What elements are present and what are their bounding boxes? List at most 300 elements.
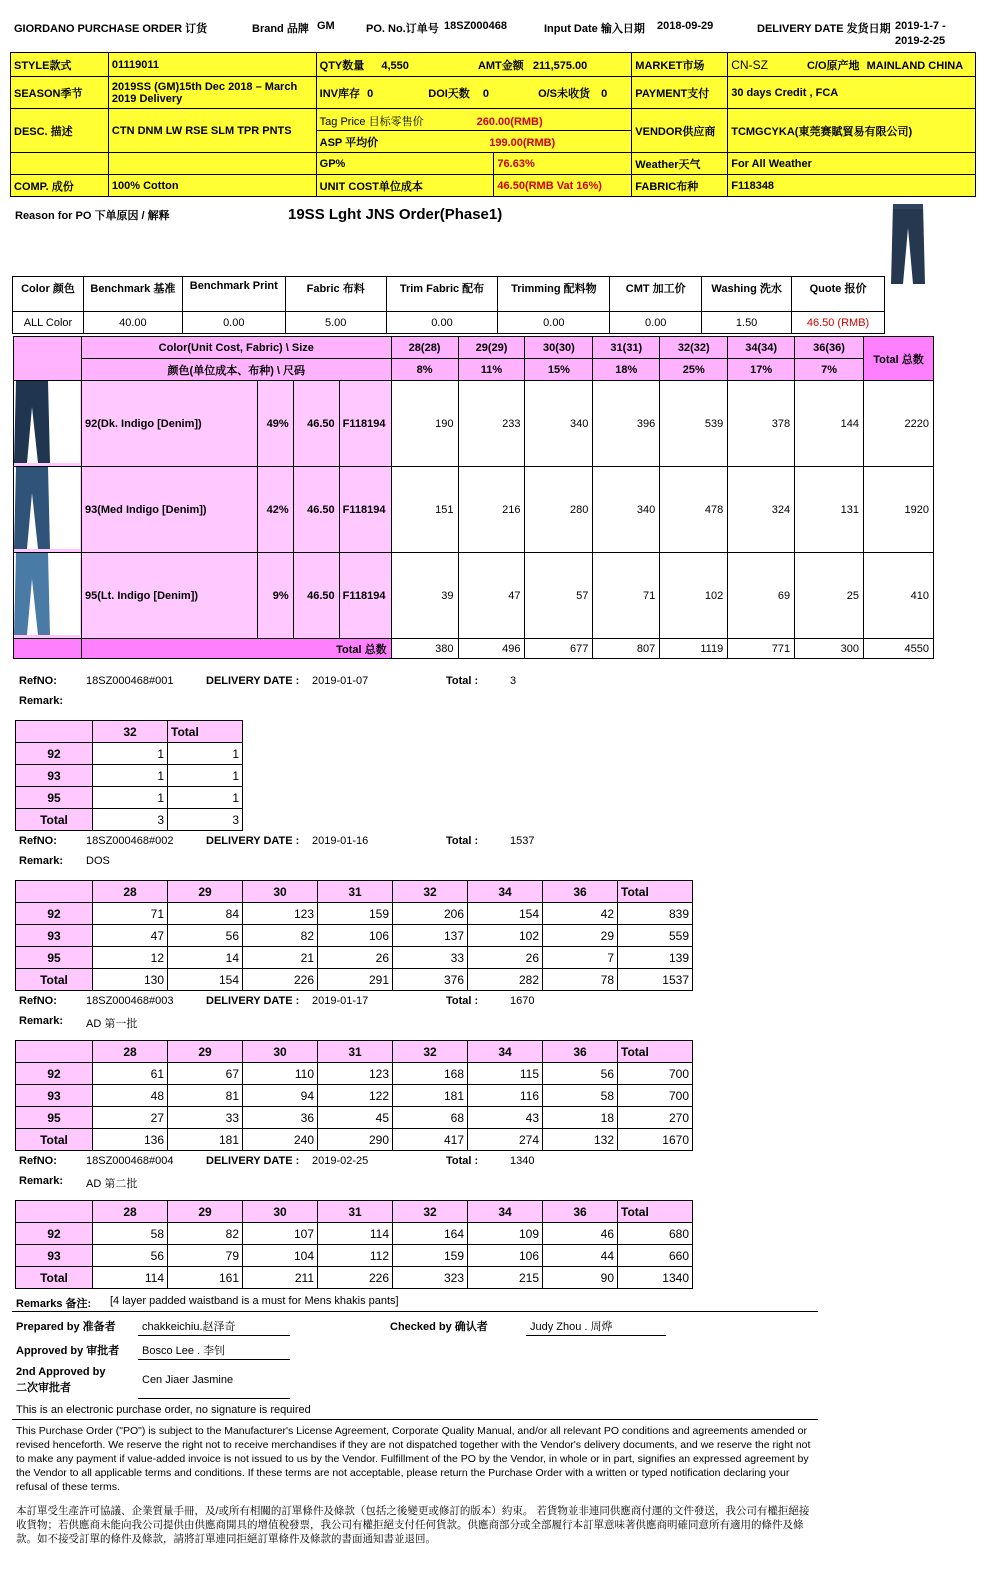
delivery-row-total: 700 [618,1063,693,1085]
market-value: CN-SZ [731,57,768,72]
doi-value: 0 [482,87,489,100]
po-no-value: 18SZ000468 [444,20,507,32]
delivery-total-header: Total [168,721,243,743]
doi-label: DOI天数 [428,87,470,100]
row-total: 410 [864,553,934,639]
delivery-color-label: 95 [16,787,93,809]
approved-value: Bosco Lee . 李钊 [142,1345,226,1357]
remark-label: Remark: [19,1175,64,1187]
qty-cell: 39 [391,553,458,639]
size-pct: 8% [391,359,458,381]
color-swatch-cell [14,553,82,639]
delivery-size-total: 130 [93,969,168,991]
delivery-size-header: 31 [318,881,393,903]
prepared-value: chakkeichiu.赵泽奇 [142,1321,236,1333]
price-cell [316,109,632,153]
market-label: MARKET市场 [632,53,728,77]
prepared-label: Prepared by 准备者 [16,1321,116,1333]
delivery-total-label: Total : [446,995,479,1007]
refno-value: 18SZ000468#002 [86,835,174,847]
delivery-color-label: 93 [16,925,93,947]
delivery-size-total: 136 [93,1129,168,1151]
delivery-qty-cell: 33 [168,1107,243,1129]
grand-total-label: Total 总数 [81,639,391,659]
unit-cost-value: 46.50(RMB Vat 16%) [494,175,632,197]
delivery-qty-cell: 1 [93,743,168,765]
color-size-header: Color(Unit Cost, Fabric) \ Size [81,337,391,359]
delivery-size-total: 161 [168,1267,243,1289]
delivery-qty-cell: 123 [243,903,318,925]
delivery-size-header: 34 [468,1201,543,1223]
delivery-color-label: 95 [16,1107,93,1129]
cost-breakdown-table [12,276,885,334]
vendor-value: TCMGCYKA(東莞赛賦貿易有限公司) [728,109,976,153]
delivery-qty-cell: 26 [468,947,543,969]
delivery-qty-cell: 107 [243,1223,318,1245]
delivery-size-total: 114 [93,1267,168,1289]
delivery-size-header: 34 [468,881,543,903]
delivery-date-end: 2019-2-25 [895,35,946,47]
delivery-color-row [16,1107,693,1129]
size-total: 771 [728,639,795,659]
unit-cost-label: UNIT COST单位成本 [316,175,494,197]
delivery-size-total: 90 [543,1267,618,1289]
delivery-date-value: 2019-02-25 [312,1155,369,1167]
remarks-label: Remarks 备注: [16,1298,92,1310]
legal-terms-cn: 本訂單受生產許可協議、企業質量手冊，及/或所有相關的訂單條件及條款（包括之後變更或修訂的版本）約束。 若貨物並非連同供應商付運的文件發送，我公司有權拒絕接收貨物；若供應商未能向我公司提供由供應商開具的增值稅發票，我公司有權拒絕支付任何貨款。供應商部分或全部履行本訂單意味著供應商明確同意所有適用的條件及條款。如不接受訂單的條件及條款，請將訂單連同拒絕訂單條件及條款的書面通知書並退回。 [16,1505,810,1545]
delivery-qty-cell: 1 [93,765,168,787]
delivery-date-start: 2019-1-7 - [895,20,946,32]
delivery-size-total: 274 [468,1129,543,1151]
delivery-size-total: 323 [393,1267,468,1289]
delivery-qty-cell: 106 [318,925,393,947]
size-pct: 15% [525,359,593,381]
delivery-qty-cell: 67 [168,1063,243,1085]
color-swatch-cell [14,467,82,553]
delivery-size-total: 154 [168,969,243,991]
origin-label: C/O原产地 [806,59,860,72]
delivery-size-header: 29 [168,1201,243,1223]
size-pct: 17% [728,359,795,381]
delivery-size-header: 32 [93,721,168,743]
delivery-qty-cell: 122 [318,1085,393,1107]
size-pct: 7% [795,359,864,381]
delivery-total-row [16,809,243,831]
jeans-icon [14,553,80,635]
delivery-size-total: 290 [318,1129,393,1151]
delivery-total-row-label: Total [16,969,93,991]
cost-value-cell: 0.00 [182,312,285,334]
weather-value: For All Weather [728,153,976,175]
cost-value-cell: 0.00 [610,312,702,334]
delivery-color-row [16,1085,693,1107]
comp-value: 100% Cotton [108,175,316,197]
delivery-date-label: DELIVERY DATE : [206,835,300,847]
delivery-date-label: DELIVERY DATE : [206,1155,300,1167]
weather-label: Weather天气 [632,153,728,175]
delivery-qty-cell: 115 [468,1063,543,1085]
gp-value: 76.63% [494,153,632,175]
size-header: 32(32) [660,337,728,359]
delivery-size-header: 36 [543,881,618,903]
delivery-size-header: 36 [543,1041,618,1063]
size-total: 300 [795,639,864,659]
delivery-row-total: 1 [168,765,243,787]
po-title: GIORDANO PURCHASE ORDER 订货 [14,23,208,35]
delivery-qty-cell: 14 [168,947,243,969]
delivery-qty-cell: 56 [93,1245,168,1267]
qty-cell: 102 [660,553,728,639]
color-fabric: F118194 [339,381,391,467]
delivery-size-total: 211 [243,1267,318,1289]
row-total: 2220 [864,381,934,467]
delivery-size-total: 291 [318,969,393,991]
delivery-size-header: 34 [468,1041,543,1063]
jeans-icon [14,381,80,463]
qty-value: 4,550 [381,59,409,72]
legal-terms-en: This Purchase Order ("PO") is subject to the Manufacturer's License Agreement, Corporate Quality Manual, and/or all relevant PO conditions and agreements amended or revised henceforth. We reserve the right not to receive merchandises if they are not dispatched together with the Vendor's delivery documents, and we reserve the right not to make any payment if value-added invoice is not issued to us by the Vendor. Fulfillment of the PO by the Vendor, in whole or in part, signifies an expressed agreement by the Vendor to all applicable terms and conditions. If these terms are not acceptable, please return the Purchase Order with a written or typed notification declaring your refusal of these terms. [16,1425,811,1493]
delivery-row-total: 680 [618,1223,693,1245]
delivery-size-header: 31 [318,1041,393,1063]
size-total: 496 [458,639,525,659]
delivery-total-label: Total : [446,835,479,847]
delivery-size-header: 28 [93,881,168,903]
cost-value-cell: 0.00 [498,312,610,334]
delivery-row-total: 1 [168,743,243,765]
delivery-qty-cell: 154 [468,903,543,925]
qty-label: QTY数量 [319,59,365,72]
delivery-qty-cell: 106 [468,1245,543,1267]
size-header: 36(36) [795,337,864,359]
delivery-color-label: 92 [16,1063,93,1085]
approved2-label: 2nd Approved by [16,1366,106,1378]
qty-cell: 25 [795,553,864,639]
delivery-qty-cell: 137 [393,925,468,947]
delivery-total-row [16,969,693,991]
delivery-qty-cell: 58 [93,1223,168,1245]
delivery-size-total: 3 [93,809,168,831]
color-cost: 46.50 [293,381,339,467]
delivery-row-total: 139 [618,947,693,969]
checked-value: Judy Zhou . 周烨 [530,1321,613,1333]
qty-cell: 69 [728,553,795,639]
delivery-total-row-label: Total [16,1267,93,1289]
cost-header-cell: Benchmark Print [182,277,285,312]
qty-cell: 151 [391,467,458,553]
delivery-qty-cell: 114 [318,1223,393,1245]
delivery-qty-cell: 109 [468,1223,543,1245]
delivery-qty-cell: 56 [543,1063,618,1085]
qty-cell: 478 [660,467,728,553]
total-header: Total 总数 [864,337,934,381]
delivery-total-header: Total [618,1041,693,1063]
delivery-total-label: Total : [446,675,479,687]
delivery-color-row [16,1063,693,1085]
cost-value-cell: 46.50 (RMB) [792,312,885,334]
market-origin-cell [728,53,976,77]
delivery-row-total: 1 [168,787,243,809]
color-fabric: F118194 [339,467,391,553]
inv-value: 0 [367,87,374,100]
delivery-color-row [16,1245,693,1267]
cost-value-cell: 5.00 [285,312,386,334]
delivery-color-label: 92 [16,1223,93,1245]
delivery-size-total: 226 [243,969,318,991]
delivery-qty-cell: 26 [318,947,393,969]
delivery-color-row [16,787,243,809]
input-date-value: 2018-09-29 [657,20,714,32]
comp-label: COMP. 成份 [11,175,109,197]
delivery-qty-cell: 61 [93,1063,168,1085]
delivery-size-header: 30 [243,1201,318,1223]
payment-value: 30 days Credit , FCA [728,77,976,109]
delivery-qty-cell: 84 [168,903,243,925]
color-name: 93(Med Indigo [Denim]) [81,467,257,553]
delivery-total-value: 3 [510,675,517,687]
remark-label: Remark: [19,1015,64,1027]
order-title: 19SS Lght JNS Order(Phase1) [288,206,503,223]
inv-label: INV库存 [319,87,360,100]
delivery-size-table [15,880,693,991]
reason-label: Reason for PO 下单原因 / 解释 [15,210,170,222]
delivery-qty-cell: 36 [243,1107,318,1129]
delivery-total-value: 1340 [510,1155,535,1167]
color-cost: 46.50 [293,467,339,553]
color-pct: 9% [257,553,293,639]
delivery-qty-cell: 123 [318,1063,393,1085]
cost-value-cell: 40.00 [83,312,182,334]
delivery-color-row [16,1223,693,1245]
size-header: 31(31) [593,337,660,359]
fabric-label: FABRIC布种 [632,175,728,197]
product-thumbnail [889,202,927,286]
qty-cell: 396 [593,381,660,467]
fabric-value: F118348 [728,175,976,197]
qty-amt-cell [316,53,632,77]
delivery-row-total: 559 [618,925,693,947]
delivery-total-row-label: Total [16,809,93,831]
color-cost: 46.50 [293,553,339,639]
delivery-qty-cell: 102 [468,925,543,947]
delivery-qty-cell: 112 [318,1245,393,1267]
cost-value-cell: ALL Color [13,312,84,334]
delivery-row-total: 660 [618,1245,693,1267]
delivery-size-table [15,1040,693,1151]
delivery-qty-cell: 181 [393,1085,468,1107]
delivery-size-header: 28 [93,1041,168,1063]
style-value: 01119011 [108,53,316,77]
refno-value: 18SZ000468#004 [86,1155,174,1167]
delivery-qty-cell: 12 [93,947,168,969]
refno-value: 18SZ000468#003 [86,995,174,1007]
gp-label: GP% [316,153,494,175]
delivery-size-table [15,720,243,831]
refno-label: RefNO: [19,1155,57,1167]
delivery-qty-cell: 45 [318,1107,393,1129]
delivery-qty-cell: 43 [468,1107,543,1129]
delivery-qty-cell: 71 [93,903,168,925]
remark-value: DOS [86,855,110,867]
size-pct: 25% [660,359,728,381]
delivery-qty-cell: 168 [393,1063,468,1085]
qty-cell: 378 [728,381,795,467]
delivery-size-header: 32 [393,881,468,903]
qty-cell: 71 [593,553,660,639]
delivery-size-total: 78 [543,969,618,991]
po-no-label: PO. No.订单号 [366,23,439,35]
delivery-grand-total: 1537 [618,969,693,991]
remarks-text: [4 layer padded waistband is a must for Mens khakis pants] [110,1295,399,1307]
size-pct: 18% [593,359,660,381]
refno-label: RefNO: [19,835,57,847]
delivery-color-label: 92 [16,743,93,765]
delivery-size-header: 29 [168,1041,243,1063]
delivery-size-total: 417 [393,1129,468,1151]
size-pct: 11% [458,359,525,381]
vendor-label: VENDOR供应商 [632,109,728,153]
cost-header-cell: Washing 洗水 [702,277,792,312]
cost-value-cell: 1.50 [702,312,792,334]
size-total: 380 [391,639,458,659]
inv-cell [316,77,632,109]
delivery-qty-cell: 116 [468,1085,543,1107]
cost-header-cell: Trimming 配料物 [498,277,610,312]
os-label: O/S未收货 [538,87,591,100]
delivery-qty-cell: 79 [168,1245,243,1267]
delivery-qty-cell: 56 [168,925,243,947]
input-date-label: Input Date 输入日期 [544,23,645,35]
cost-header-cell: Trim Fabric 配布 [386,277,498,312]
tag-price-value: 260.00(RMB) [476,115,543,128]
delivery-color-row [16,743,243,765]
delivery-qty-cell: 48 [93,1085,168,1107]
remark-label: Remark: [19,855,64,867]
delivery-qty-cell: 82 [243,925,318,947]
grand-total: 4550 [864,639,934,659]
qty-cell: 539 [660,381,728,467]
delivery-color-row [16,925,693,947]
qty-cell: 144 [795,381,864,467]
qty-cell: 131 [795,467,864,553]
delivery-color-row [16,765,243,787]
delivery-size-header: 32 [393,1201,468,1223]
delivery-qty-cell: 81 [168,1085,243,1107]
size-total: 807 [593,639,660,659]
delivery-qty-cell: 1 [93,787,168,809]
delivery-qty-cell: 29 [543,925,618,947]
approved-label: Approved by 审批者 [16,1345,120,1357]
color-fabric: F118194 [339,553,391,639]
delivery-total-header: Total [618,881,693,903]
refno-value: 18SZ000468#001 [86,675,174,687]
delivery-date-value: 2019-01-07 [312,675,369,687]
delivery-size-header: 29 [168,881,243,903]
cost-header-row [13,277,885,312]
row-total: 1920 [864,467,934,553]
color-row [14,467,934,553]
size-header: 29(29) [458,337,525,359]
delivery-size-header: 30 [243,1041,318,1063]
delivery-total-value: 1537 [510,835,535,847]
size-total: 1119 [660,639,728,659]
jeans-icon [14,467,80,549]
delivery-grand-total: 1340 [618,1267,693,1289]
delivery-date-value: 2019-01-16 [312,835,369,847]
delivery-size-header: 31 [318,1201,393,1223]
delivery-grand-total: 3 [168,809,243,831]
delivery-qty-cell: 206 [393,903,468,925]
delivery-size-header: 36 [543,1201,618,1223]
delivery-size-total: 282 [468,969,543,991]
delivery-size-header: 28 [93,1201,168,1223]
delivery-size-header: 30 [243,881,318,903]
delivery-size-total: 215 [468,1267,543,1289]
delivery-qty-cell: 46 [543,1223,618,1245]
approved2-label-cn: 二次审批者 [16,1382,71,1394]
delivery-qty-cell: 27 [93,1107,168,1129]
delivery-qty-cell: 68 [393,1107,468,1129]
asp-label: ASP 平均价 [319,136,379,149]
delivery-qty-cell: 33 [393,947,468,969]
delivery-row-total: 700 [618,1085,693,1107]
size-header: 30(30) [525,337,593,359]
delivery-date-label: DELIVERY DATE : [206,675,300,687]
color-size-header-cn: 颜色(单位成本、布种) \ 尺码 [81,359,391,381]
qty-cell: 47 [458,553,525,639]
delivery-color-label: 95 [16,947,93,969]
tag-price-label: Tag Price 目标零售价 [319,115,424,128]
delivery-qty-cell: 21 [243,947,318,969]
amt-label: AMT金额 [477,59,524,72]
qty-cell: 216 [458,467,525,553]
delivery-size-total: 226 [318,1267,393,1289]
qty-cell: 340 [593,467,660,553]
delivery-color-label: 92 [16,903,93,925]
delivery-qty-cell: 82 [168,1223,243,1245]
delivery-row-total: 270 [618,1107,693,1129]
delivery-total-label: Total : [446,1155,479,1167]
qty-cell: 190 [391,381,458,467]
remark-label: Remark: [19,695,64,707]
delivery-color-label: 93 [16,1085,93,1107]
remark-value: AD 第一批 [86,1018,138,1030]
delivery-total-row-label: Total [16,1129,93,1151]
origin-value: MAINLAND CHINA [866,59,964,72]
delivery-qty-cell: 7 [543,947,618,969]
delivery-qty-cell: 18 [543,1107,618,1129]
qty-cell: 340 [525,381,593,467]
delivery-total-value: 1670 [510,995,535,1007]
amt-value: 211,575.00 [532,59,588,72]
cost-header-cell: Benchmark 基准 [83,277,182,312]
color-row [14,381,934,467]
desc-label: DESC. 描述 [11,109,109,153]
electronic-note: This is an electronic purchase order, no signature is required [16,1404,311,1416]
delivery-qty-cell: 159 [393,1245,468,1267]
delivery-color-label: 93 [16,765,93,787]
season-label: SEASON季节 [11,77,109,109]
color-row [14,553,934,639]
delivery-size-header: 32 [393,1041,468,1063]
payment-label: PAYMENT支付 [632,77,728,109]
remark-value: AD 第二批 [86,1178,138,1190]
delivery-color-row [16,947,693,969]
cost-header-cell: Quote 报价 [792,277,885,312]
delivery-size-total: 240 [243,1129,318,1151]
os-value: 0 [601,87,608,100]
delivery-color-row [16,903,693,925]
cost-header-cell: Color 颜色 [13,277,84,312]
